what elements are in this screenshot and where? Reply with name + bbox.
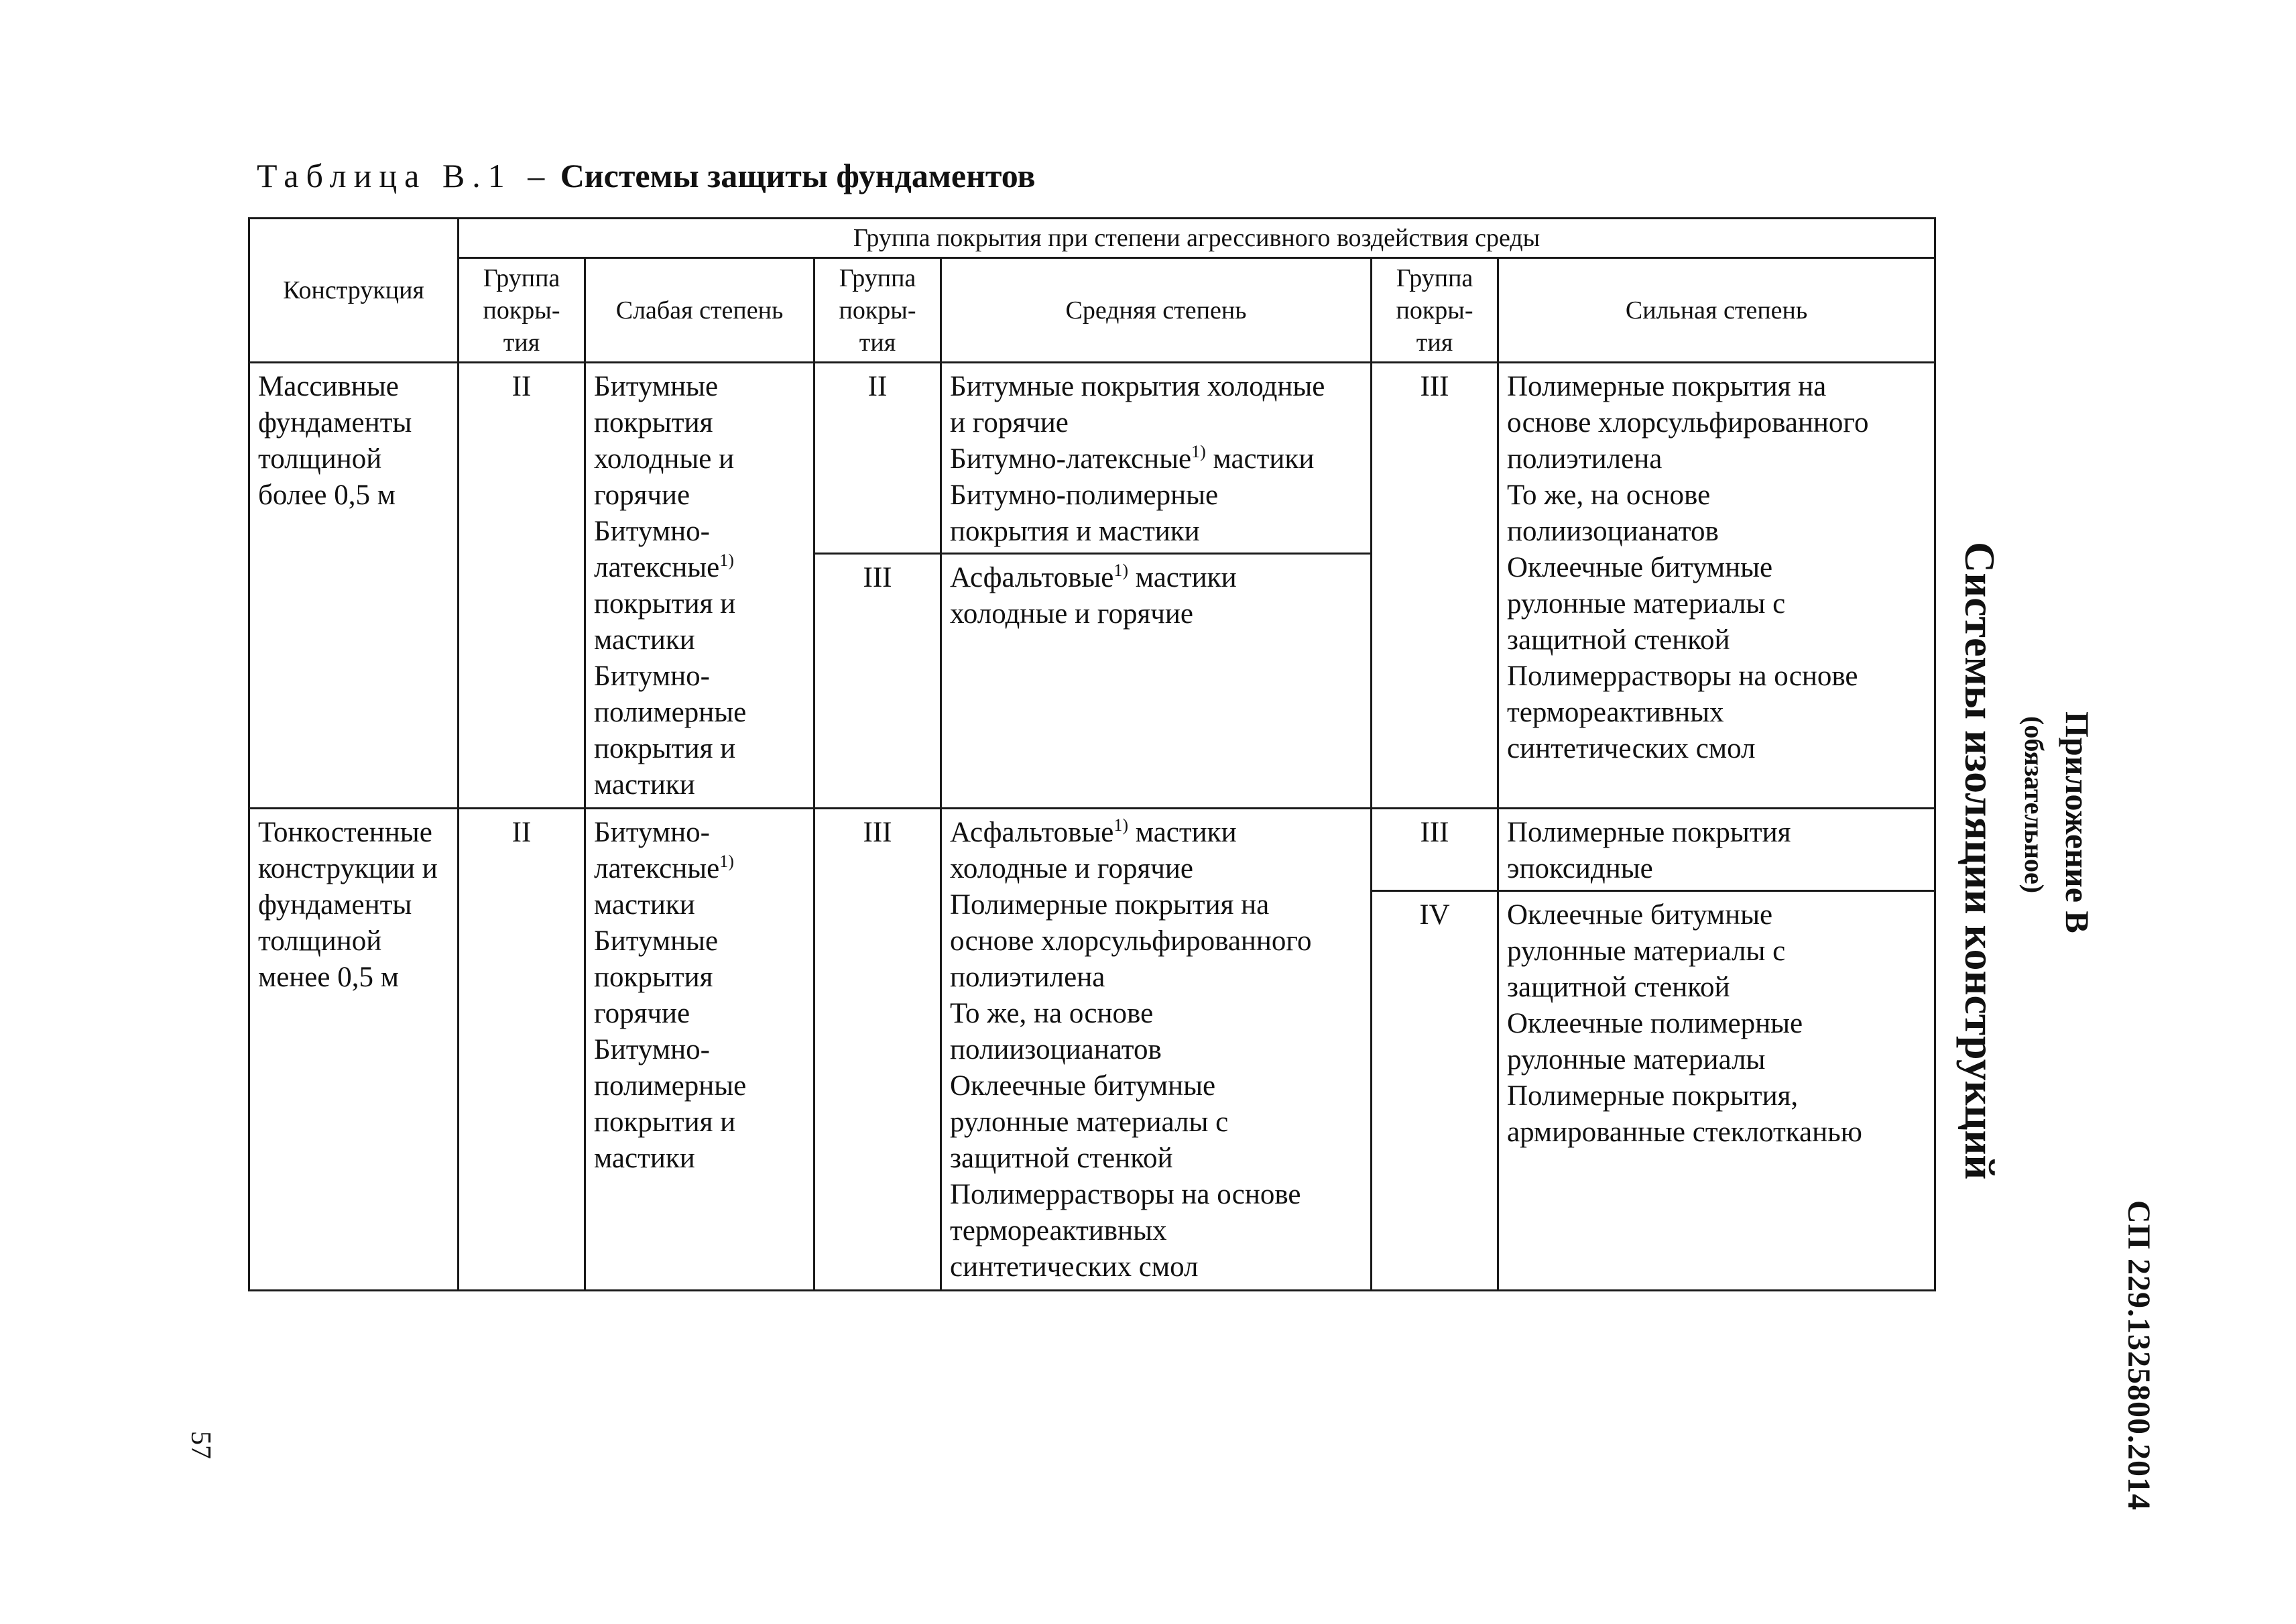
row2-strong-a-text: Полимерные покрытия эпоксидные bbox=[1498, 809, 1935, 891]
table-caption bbox=[257, 156, 1036, 196]
header-construction: Конструкция bbox=[249, 219, 459, 363]
caption-title: Системы защиты фундаментов bbox=[560, 157, 1036, 194]
appendix-title: Системы изоляции конструкций bbox=[1956, 542, 2004, 1180]
header-group-span: Группа покрытия при степени агрессивного воздействия среды bbox=[459, 219, 1935, 258]
row2-strong-b-text: Оклеечные битумные рулонные материалы с защитной стенкой Оклеечные полимерные рулонные материалы Полимерные покрытия, армированные стеклотканью bbox=[1498, 891, 1935, 1291]
row1-strong-group: III bbox=[1372, 363, 1498, 809]
row1-weak-group: II bbox=[459, 363, 585, 809]
protection-systems-table bbox=[248, 217, 1936, 1291]
row2-weak-group: II bbox=[459, 809, 585, 1291]
row2-weak-text: Битумно- латексные$^{1)}$ мастики Битумные покрытия горячие Битумно- полимерные покрытия и мастики bbox=[585, 809, 814, 1291]
row1-medium-a-group: II bbox=[814, 363, 941, 554]
page-number: 57 bbox=[185, 1431, 216, 1459]
caption-label: Таблица В.1 – bbox=[257, 157, 552, 194]
row2-medium-group: III bbox=[814, 809, 941, 1291]
row1-strong-text: Полимерные покрытия на основе хлорсульфированного полиэтилена То же, на основе полиизоцианатов Оклеечные битумные рулонные материалы с защитной стенкой Полимеррастворы на основе термореактивных синтетических смол bbox=[1498, 363, 1935, 809]
header-group-medium: Группа покры- тия bbox=[814, 258, 941, 363]
row2-strong-b-group: IV bbox=[1372, 891, 1498, 1291]
row1-medium-b-text: Асфальтовые$^{1)}$ мастики холодные и горячие bbox=[941, 554, 1372, 809]
row1-medium-a-text: Битумные покрытия холодные и горячие Битумно-латексные$^{1)}$ мастики Битумно-полимерные покрытия и мастики bbox=[941, 363, 1372, 554]
row1-medium-b-group: III bbox=[814, 554, 941, 809]
row1-weak-text: Битумные покрытия холодные и горячие Битумно- латексные$^{1)}$ покрытия и мастики Битумно- полимерные покрытия и мастики bbox=[585, 363, 814, 809]
header-medium-degree: Средняя степень bbox=[941, 258, 1372, 363]
header-group-strong: Группа покры- тия bbox=[1372, 258, 1498, 363]
header-weak-degree: Слабая степень bbox=[585, 258, 814, 363]
header-group-weak: Группа покры- тия bbox=[459, 258, 585, 363]
header-strong-degree: Сильная степень bbox=[1498, 258, 1935, 363]
row2-medium-text: Асфальтовые$^{1)}$ мастики холодные и горячие Полимерные покрытия на основе хлорсульфированного полиэтилена То же, на основе полиизоцианатов Оклеечные битумные рулонные материалы с защитной стенкой Полимеррастворы на основе термореактивных синтетических смол bbox=[941, 809, 1372, 1291]
row2-strong-a-group: III bbox=[1372, 809, 1498, 891]
document-code: СП 229.1325800.2014 bbox=[2121, 1200, 2157, 1511]
row2-construction: Тонкостенные конструкции и фундаменты толщиной менее 0,5 м bbox=[249, 809, 459, 1291]
appendix-mandatory-note: (обязательное) bbox=[2019, 716, 2049, 894]
appendix-label: Приложение В bbox=[2059, 711, 2096, 933]
row1-construction: Массивные фундаменты толщиной более 0,5 м bbox=[249, 363, 459, 809]
